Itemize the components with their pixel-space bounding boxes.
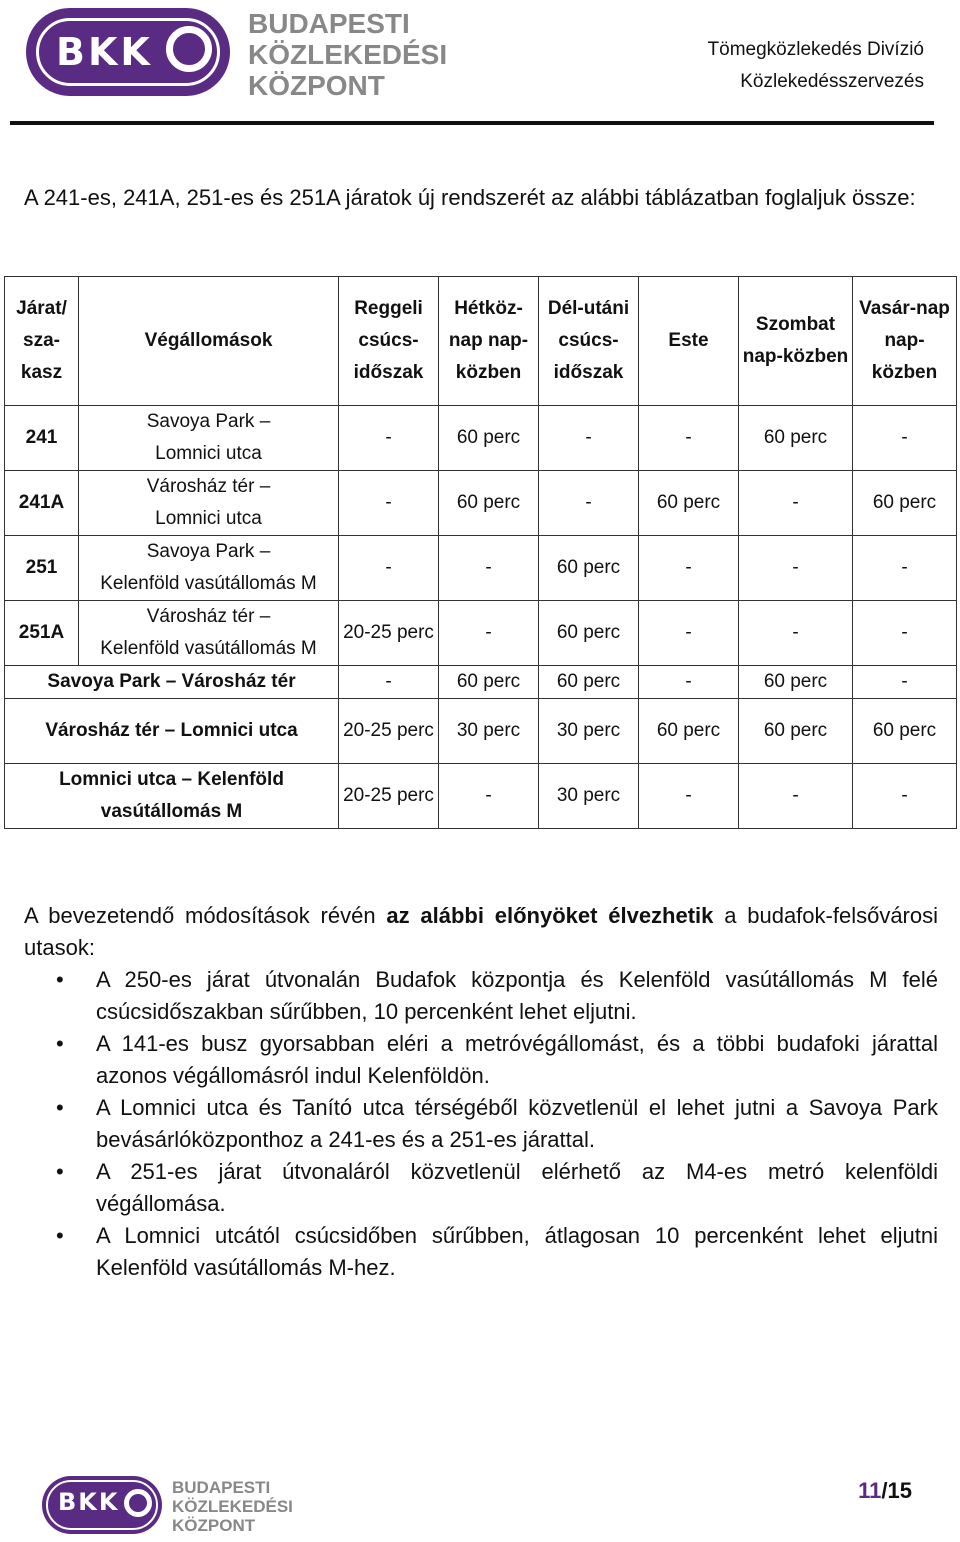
section-row — [5, 699, 957, 764]
list-item: • A 250-es járat útvonalán Budafok központja és Kelenföld vasútállomás M felé csúcsidőszakban sűrűbben, 10 percenként lehet eljutni. — [96, 964, 938, 1028]
intro-text: A 241-es, 241A, 251-es és 251A járatok új rendszerét az alábbi táblázatban foglaljuk össze: — [24, 185, 916, 210]
department-line: Közlekedésszervezés — [740, 71, 924, 92]
cell: - — [639, 666, 739, 699]
cell: 20-25 perc — [339, 699, 439, 764]
route-number: 241A — [5, 471, 79, 536]
terminals: Savoya Park – Kelenföld vasútállomás M — [79, 536, 339, 601]
benefits-list — [24, 964, 938, 1284]
route-number: 241 — [5, 406, 79, 471]
col-header-sunday-daytime: Vasár-nap nap-közben — [853, 277, 957, 406]
division-line: Tömegközlekedés Divízió — [707, 39, 924, 60]
cell: 20-25 perc — [339, 764, 439, 829]
cell: 60 perc — [739, 699, 853, 764]
logo-text: BKK — [56, 30, 153, 74]
route-number: 251 — [5, 536, 79, 601]
cell: - — [439, 601, 539, 666]
section-row — [5, 666, 957, 699]
cell: - — [639, 764, 739, 829]
table-row — [5, 471, 957, 536]
cell: - — [739, 536, 853, 601]
section-label: Lomnici utca – Kelenföld vasútállomás M — [5, 764, 339, 829]
table-row — [5, 601, 957, 666]
cell: 30 perc — [539, 699, 639, 764]
cell: - — [853, 666, 957, 699]
col-header-afternoon-peak: Dél-utáni csúcs-időszak — [539, 277, 639, 406]
benefits-intro: A bevezetendő módosítások révén az alábbi előnyöket élvezhetik a budafok-felsővárosi utasok: — [24, 903, 939, 960]
division-info — [708, 34, 924, 98]
terminals: Savoya Park – Lomnici utca — [79, 406, 339, 471]
cell: - — [439, 536, 539, 601]
cell: 60 perc — [639, 699, 739, 764]
route-number: 251A — [5, 601, 79, 666]
section-label: Városház tér – Lomnici utca — [5, 699, 339, 764]
cell: 60 perc — [539, 536, 639, 601]
cell: - — [739, 601, 853, 666]
table-row — [5, 406, 957, 471]
cell: - — [439, 764, 539, 829]
cell: - — [853, 536, 957, 601]
cell: 30 perc — [539, 764, 639, 829]
list-item: • A Lomnici utcától csúcsidőben sűrűbben, átlagosan 10 percenként lehet eljutni Kelenföld vasútállomás M-hez. — [96, 1220, 938, 1284]
cell: - — [339, 536, 439, 601]
cell: - — [339, 406, 439, 471]
header-divider — [10, 121, 934, 125]
cell: 30 perc — [439, 699, 539, 764]
terminals: Városház tér – Lomnici utca — [79, 471, 339, 536]
cell: - — [739, 764, 853, 829]
cell: 60 perc — [853, 699, 957, 764]
cell: - — [339, 471, 439, 536]
list-item: • A Lomnici utca és Tanító utca térségéből közvetlenül el lehet jutni a Savoya Park bevásárlóközponthoz a 241-es és a 251-es járattal. — [96, 1092, 938, 1156]
col-header-weekday-daytime: Hétköz-nap nap-közben — [439, 277, 539, 406]
footer-logo-text: BKK — [58, 1488, 120, 1516]
terminals: Városház tér – Kelenföld vasútállomás M — [79, 601, 339, 666]
cell: 60 perc — [439, 406, 539, 471]
cell: - — [639, 536, 739, 601]
cell: 20-25 perc — [339, 601, 439, 666]
cell: - — [539, 406, 639, 471]
cell: 60 perc — [539, 601, 639, 666]
page-header — [0, 0, 960, 128]
cell: 60 perc — [739, 406, 853, 471]
bkk-logo — [26, 8, 230, 96]
section-label: Savoya Park – Városház tér — [5, 666, 339, 699]
cell: 60 perc — [639, 471, 739, 536]
cell: 60 perc — [539, 666, 639, 699]
col-header-route: Járat/ sza-kasz — [5, 277, 79, 406]
cell: 60 perc — [439, 471, 539, 536]
cell: - — [739, 471, 853, 536]
cell: - — [853, 764, 957, 829]
section-row — [5, 764, 957, 829]
cell: 60 perc — [439, 666, 539, 699]
list-item: • A 141-es busz gyorsabban eléri a metróvégállomást, és a többi budafoki járattal azonos végállomásról indul Kelenföldön. — [96, 1028, 938, 1092]
schedule-table — [4, 276, 957, 829]
cell: - — [539, 471, 639, 536]
cell: - — [853, 601, 957, 666]
footer-bkk-logo — [42, 1476, 162, 1534]
col-header-saturday-daytime: Szombat nap-közben — [739, 277, 853, 406]
org-name: BUDAPESTI KÖZLEKEDÉSI KÖZPONT — [248, 8, 448, 101]
cell: - — [339, 666, 439, 699]
col-header-terminals: Végállomások — [79, 277, 339, 406]
cell: 60 perc — [739, 666, 853, 699]
page-number: 11/15 — [858, 1478, 912, 1503]
cell: - — [639, 601, 739, 666]
table-row — [5, 536, 957, 601]
cell: 60 perc — [853, 471, 957, 536]
footer-logo-ring-icon — [124, 1489, 152, 1517]
benefits-section — [24, 900, 938, 1284]
footer-org-name: BUDAPESTI KÖZLEKEDÉSI KÖZPONT — [172, 1478, 293, 1535]
cell: - — [639, 406, 739, 471]
list-item: • A 251-es járat útvonaláról közvetlenül elérhető az M4-es metró kelenföldi végállomása. — [96, 1156, 938, 1220]
col-header-evening: Este — [639, 277, 739, 406]
logo-ring-icon — [166, 26, 212, 72]
table-header-row — [5, 277, 957, 406]
col-header-morning-peak: Reggeli csúcs-időszak — [339, 277, 439, 406]
cell: - — [853, 406, 957, 471]
